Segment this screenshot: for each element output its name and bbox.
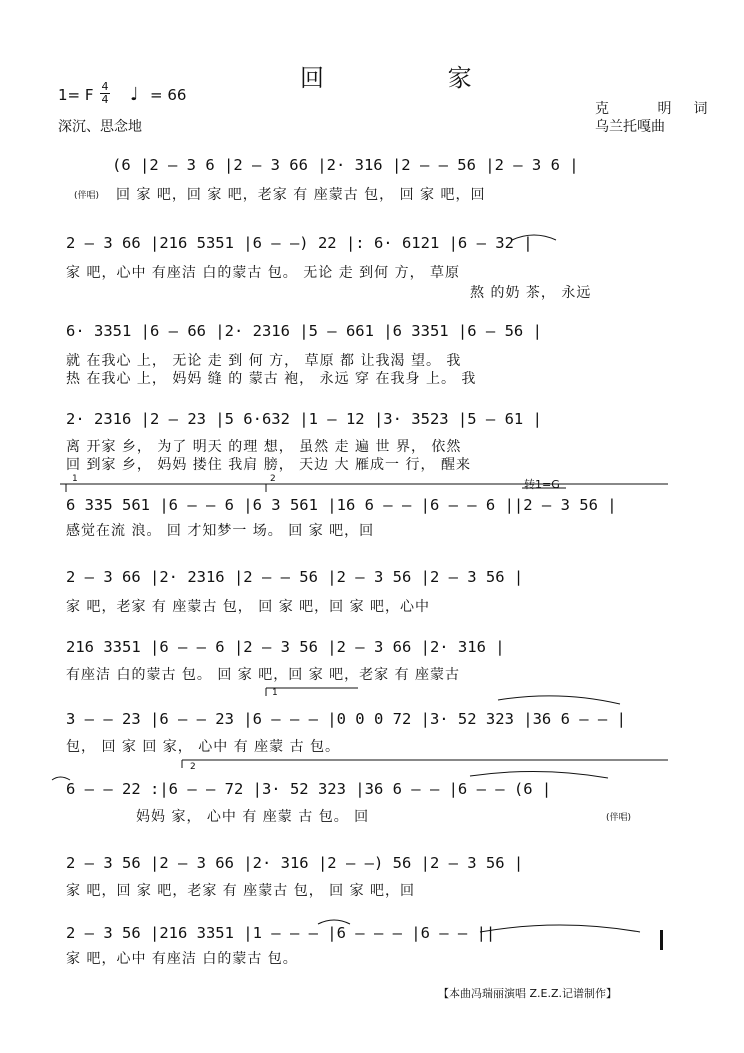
backing-vocal-tag-second: (伴唱) [606,813,632,823]
lyric-row-7: 有座洁 白的蒙古 包。 回 家 吧，回 家 吧，老家 有 座蒙古 [66,667,461,683]
volta-2-label: 2 [270,474,276,484]
lyric-row-11: 家 吧，心中 有座洁 白的蒙古 包。 [66,951,298,967]
lyric-row-6: 家 吧，老家 有 座蒙古 包， 回 家 吧，回 家 吧，心中 [66,599,431,615]
lyric-row-8: 包， 回 家 回 家， 心中 有 座蒙 古 包。 [66,739,341,755]
composer-credit: 乌兰托嘎曲 [595,119,665,135]
notation-row-5: 6 335 561 |6 – – 6 |6 3 561 |16 6 – – |6 – – 6 ||2 – 3 56 | [66,496,617,514]
lyric-row-3-verse-1: 就 在我心 上， 无论 走 到 何 方， 草原 都 让我渴 望。 我 [66,353,462,369]
key-change-marking: 转1=G [524,478,560,491]
volta-1-label-second: 1 [272,688,278,698]
notation-row-9: 6 – – 22 :|6 – – 72 |3· 52 323 |36 6 – – |6 – – (6 | [66,780,552,798]
backing-vocal-tag: (伴唱) [74,191,100,201]
song-title: 回 家 [300,64,530,92]
lyric-row-9: 妈妈 家， 心中 有 座蒙 古 包。 回 [136,809,370,825]
slur-arc-4 [470,771,608,778]
quarter-note-icon: ♩ [130,84,139,105]
notation-row-2: 2 – 3 66 |216 5351 |6 – –) 22 |: 6· 6121 |6 – 32 | [66,234,533,252]
notation-row-1: (6 |2 – 3 6 |2 – 3 66 |2· 316 |2 – – 56 |2 – 3 6 | [112,156,579,174]
time-signature-top: 4 [101,80,109,93]
notation-row-6: 2 – 3 66 |2· 2316 |2 – – 56 |2 – 3 56 |2 – 3 56 | [66,568,524,586]
transcription-credit: 【本曲冯瑞丽演唱 Z.E.Z.记谱制作】 [438,987,618,1000]
lyric-row-5: 感觉在流 浪。 回 才知梦一 场。 回 家 吧，回 [66,523,375,539]
tie-arc-final [480,925,640,932]
lyric-row-2-verse-1: 家 吧，心中 有座洁 白的蒙古 包。 无论 走 到何 方， 草原 [66,265,461,281]
notation-row-8: 3 – – 23 |6 – – 23 |6 – – – |0 0 0 72 |3· 52 323 |36 6 – – | [66,710,626,728]
lyric-row-10: 家 吧，回 家 吧，老家 有 座蒙古 包， 回 家 吧，回 [66,883,416,899]
final-barline-thick [660,930,663,950]
key-signature: 1= F [58,86,94,104]
volta-2-label-second: 2 [190,762,196,772]
lyric-row-3-verse-2: 热 在我心 上， 妈妈 缝 的 蒙古 袍， 永远 穿 在我身 上。 我 [66,371,477,387]
lyricist-credit: 克 明词 [595,101,730,117]
lyric-row-4-verse-1: 离 开家 乡， 为了 明天 的理 想， 虽然 走 遍 世 界， 依然 [66,439,462,455]
volta-1-label: 1 [72,474,78,484]
lyric-row-4-verse-2: 回 到家 乡， 妈妈 搂住 我肩 膀， 天边 大 雁成一 行， 醒来 [66,457,471,473]
slur-arc-3 [498,696,620,704]
time-signature [100,82,110,105]
notation-row-7: 216 3351 |6 – – 6 |2 – 3 56 |2 – 3 66 |2· 316 | [66,638,505,656]
notation-row-4: 2· 2316 |2 – 23 |5 6·632 |1 – 12 |3· 3523 |5 – 61 | [66,410,542,428]
lyric-row-1: 回 家 吧，回 家 吧，老家 有 座蒙古 包， 回 家 吧，回 [116,187,486,203]
lyric-row-2-verse-2: 熬 的奶 茶， 永远 [470,285,592,301]
notation-row-10: 2 – 3 56 |2 – 3 66 |2· 316 |2 – –) 56 |2 – 3 56 | [66,854,524,872]
notation-row-3: 6· 3351 |6 – 66 |2· 2316 |5 – 661 |6 3351 |6 – 56 | [66,322,542,340]
notation-row-11: 2 – 3 56 |216 3351 |1 – – – |6 – – – |6 – – || [66,924,496,942]
expression-marking: 深沉、思念地 [58,119,142,135]
tempo-marking: = 66 [150,86,187,104]
time-signature-bottom: 4 [101,93,109,106]
